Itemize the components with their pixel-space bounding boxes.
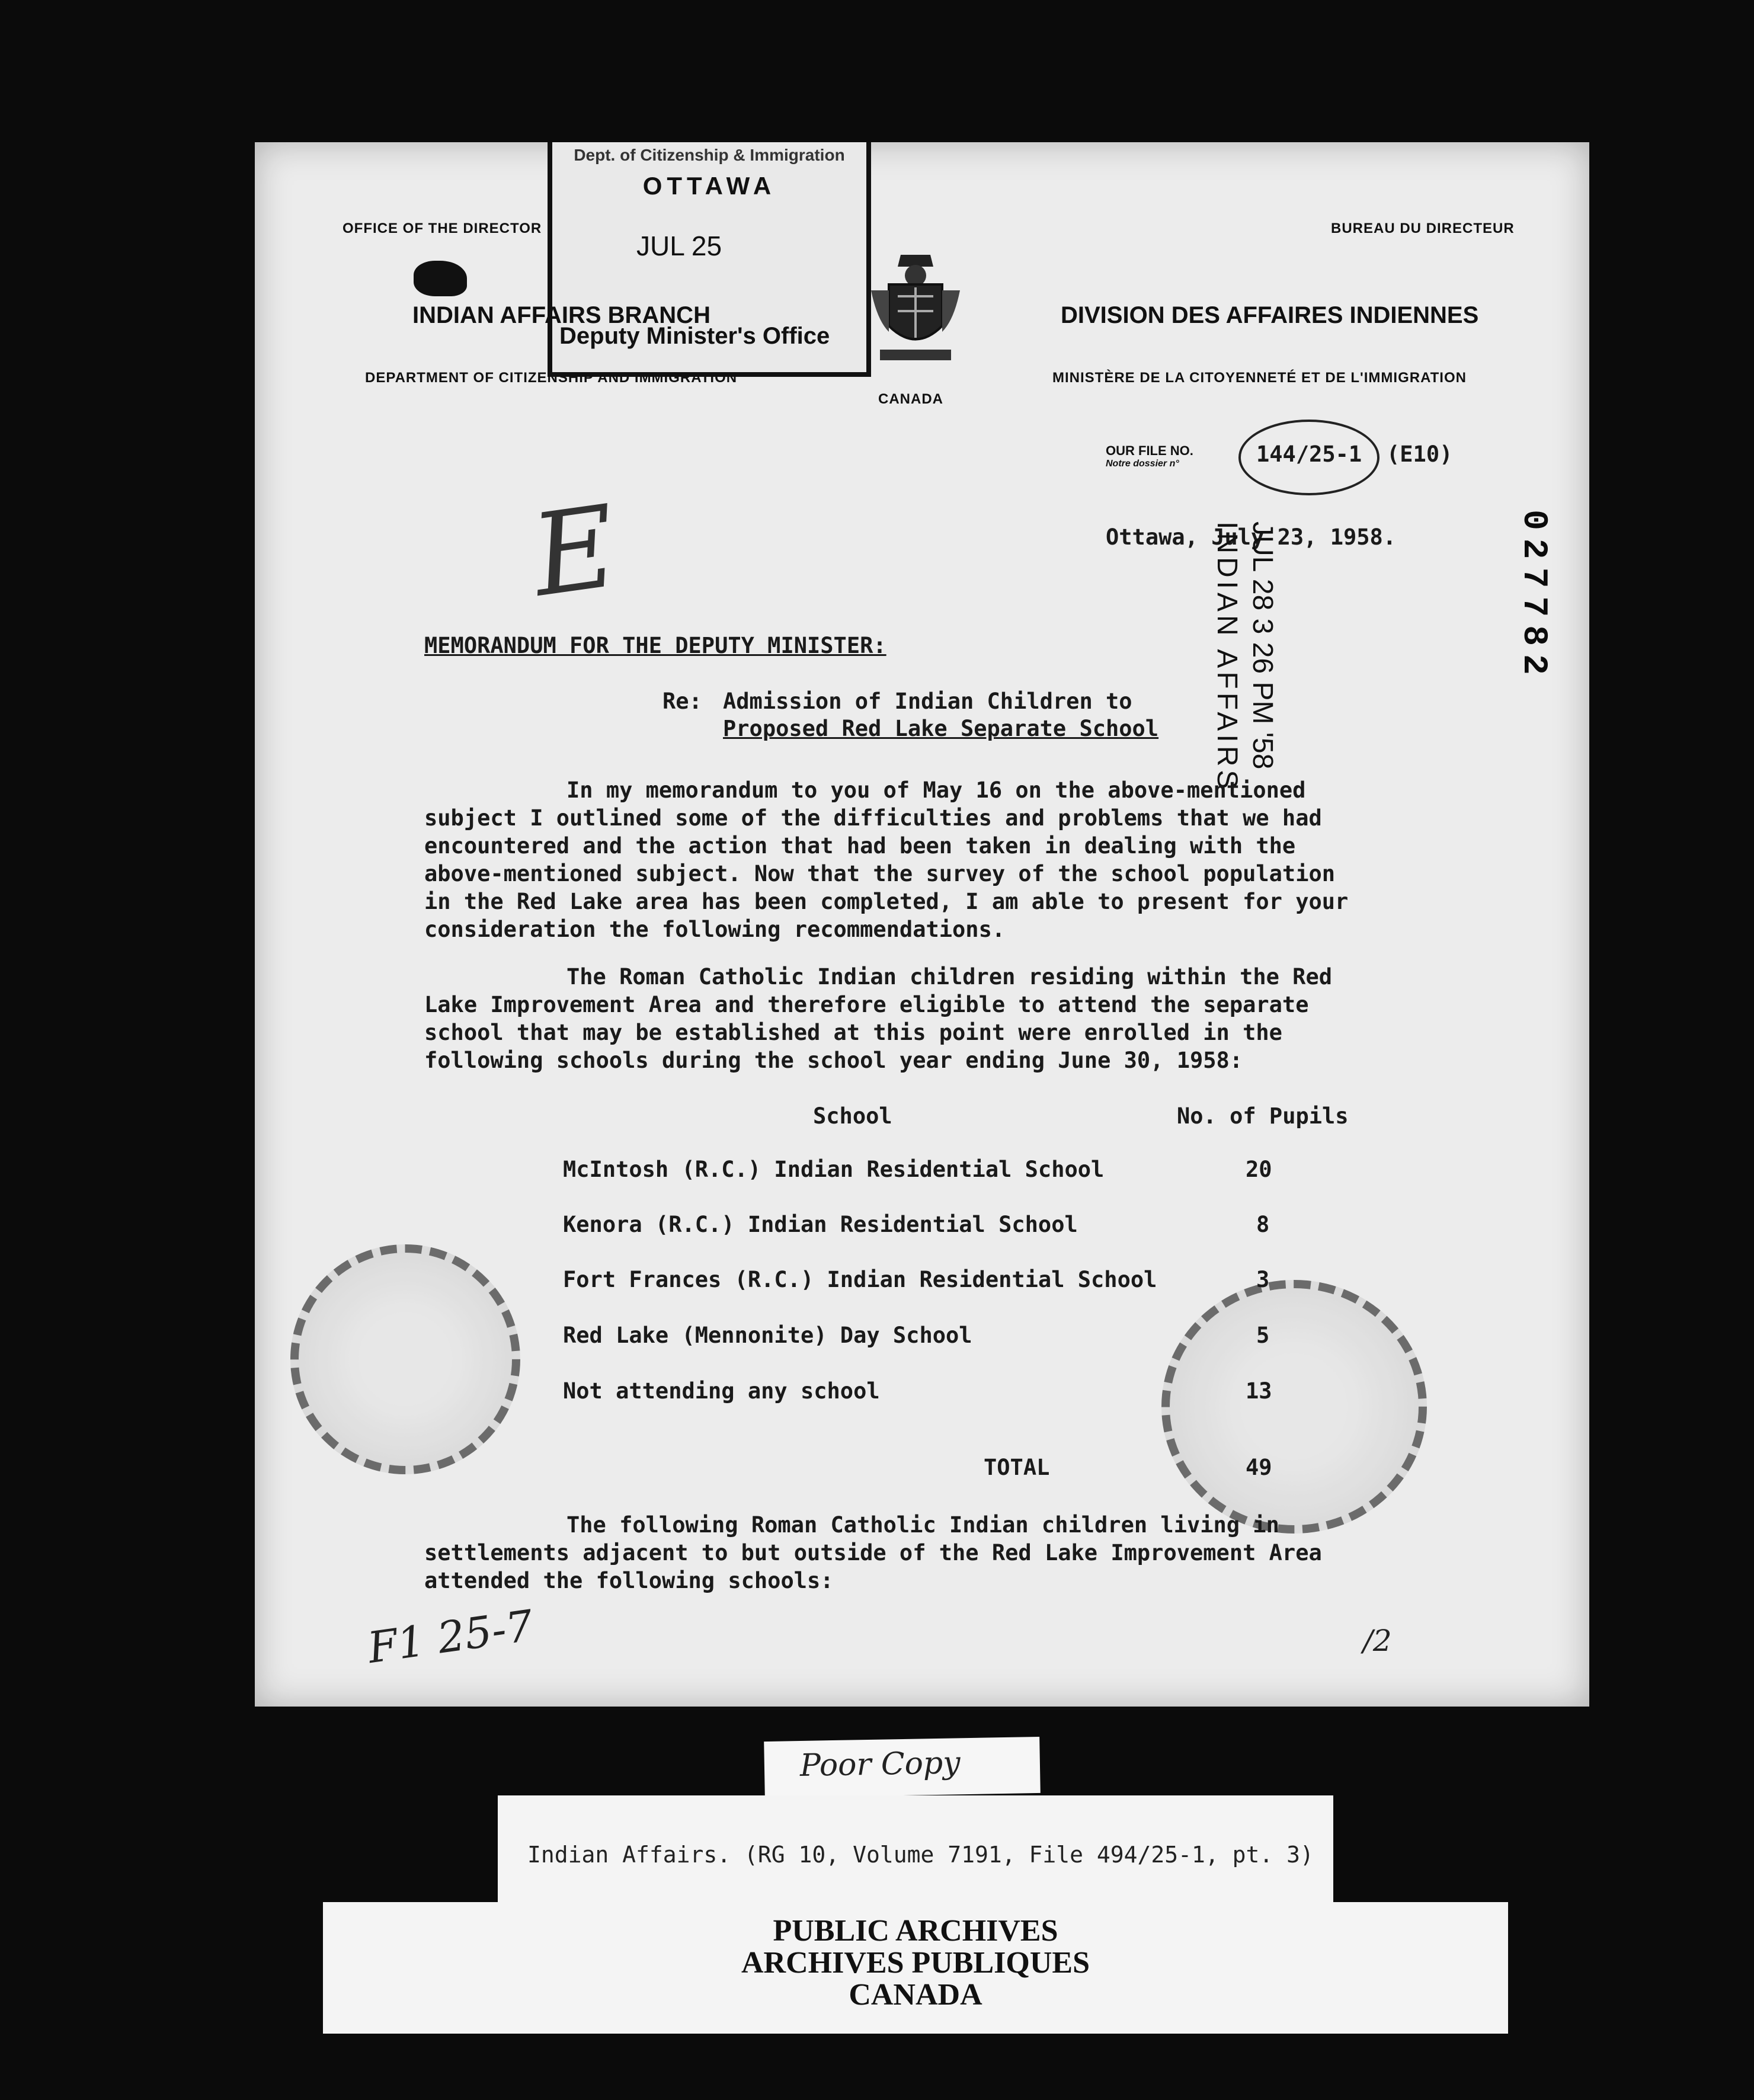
para1-line: subject I outlined some of the difficulties and problems that we had bbox=[424, 805, 1322, 831]
file-suffix: (E10) bbox=[1387, 441, 1453, 467]
para1-line: In my memorandum to you of May 16 on the above-mentioned bbox=[566, 777, 1306, 803]
table-row-school: Fort Frances (R.C.) Indian Residential School bbox=[563, 1267, 1157, 1292]
stamp-dept: Dept. of Citizenship & Immigration bbox=[574, 146, 845, 164]
para3-line: attended the following schools: bbox=[424, 1568, 834, 1593]
date-line: Ottawa, July 23, 1958. bbox=[1106, 524, 1397, 550]
right-dept: MINISTÈRE DE LA CITOYENNETÉ ET DE L'IMMIGRATION bbox=[1052, 370, 1467, 386]
paragraph-1 bbox=[424, 776, 1348, 943]
archive-name-fr: ARCHIVES PUBLIQUES bbox=[741, 1946, 1090, 1980]
received-stamp-dept: INDIAN AFFAIRS bbox=[1211, 521, 1243, 793]
table-row-pupils: 8 bbox=[1256, 1212, 1270, 1237]
left-dept: DEPARTMENT OF CITIZENSHIP AND IMMIGRATION bbox=[365, 370, 738, 386]
handwritten-e: E bbox=[524, 481, 625, 622]
table-row-pupils: 3 bbox=[1256, 1267, 1270, 1292]
archive-reference: Indian Affairs. (RG 10, Volume 7191, File 494/25-1, pt. 3) bbox=[527, 1842, 1314, 1868]
table-total-value: 49 bbox=[1246, 1455, 1272, 1480]
right-office: BUREAU DU DIRECTEUR bbox=[1331, 220, 1515, 236]
re-line2: Proposed Red Lake Separate School bbox=[723, 716, 1159, 741]
received-date-stamp bbox=[1209, 521, 1280, 792]
table-header-pupils: No. of Pupils bbox=[1177, 1103, 1349, 1129]
table-header-school: School bbox=[813, 1103, 892, 1129]
page-marker: /2 bbox=[1363, 1624, 1392, 1658]
poor-copy-note bbox=[764, 1737, 1041, 1798]
document-page bbox=[255, 142, 1589, 1707]
country: CANADA bbox=[878, 391, 943, 407]
para1-line: encountered and the action that had been taken in dealing with the bbox=[424, 833, 1296, 859]
para2-line: following schools during the school year ending June 30, 1958: bbox=[424, 1048, 1243, 1073]
table-row-school: Red Lake (Mennonite) Day School bbox=[563, 1323, 972, 1348]
para1-line: above-mentioned subject. Now that the survey of the school population bbox=[424, 861, 1336, 886]
file-label bbox=[1106, 444, 1193, 470]
table-row-school: Kenora (R.C.) Indian Residential School bbox=[563, 1212, 1078, 1237]
archive-name-country: CANADA bbox=[849, 1978, 982, 2012]
para2-line: school that may be established at this point were enrolled in the bbox=[424, 1020, 1282, 1045]
ink-blot bbox=[414, 261, 467, 296]
file-label-en: OUR FILE NO. bbox=[1106, 443, 1193, 458]
serial-number: 027782 bbox=[1514, 510, 1553, 683]
right-branch: DIVISION DES AFFAIRES INDIENNES bbox=[1061, 302, 1479, 328]
para1-line: in the Red Lake area has been completed, I am able to present for your bbox=[424, 889, 1349, 914]
table-row-school: McIntosh (R.C.) Indian Residential School bbox=[563, 1157, 1105, 1182]
archive-seal-right bbox=[1161, 1280, 1427, 1534]
para1-line: consideration the following recommendations. bbox=[424, 917, 1006, 942]
left-office: OFFICE OF THE DIRECTOR bbox=[343, 220, 542, 236]
paragraph-2 bbox=[424, 963, 1332, 1074]
table-row-pupils: 20 bbox=[1246, 1157, 1272, 1182]
received-stamp-date: JUL 28 3 26 PM '58 bbox=[1247, 521, 1278, 770]
handwritten-file-ref: F1 25-7 bbox=[364, 1600, 536, 1673]
para2-line: The Roman Catholic Indian children residing within the Red bbox=[566, 964, 1333, 990]
coat-of-arms-icon bbox=[865, 249, 966, 373]
re-label: Re: bbox=[662, 689, 702, 714]
stamp-city: OTTAWA bbox=[642, 172, 776, 200]
file-label-fr: Notre dossier n° bbox=[1106, 459, 1179, 469]
archive-name-strip bbox=[323, 1902, 1508, 2034]
poor-copy-text: Poor Copy bbox=[799, 1745, 961, 1784]
left-branch: INDIAN AFFAIRS BRANCH bbox=[412, 302, 710, 328]
memo-title: MEMORANDUM FOR THE DEPUTY MINISTER: bbox=[424, 633, 886, 658]
re-line1: Admission of Indian Children to bbox=[723, 689, 1132, 714]
archive-seal-left bbox=[290, 1244, 520, 1474]
stamp-office: Deputy Minister's Office bbox=[559, 323, 830, 349]
table-row-pupils: 13 bbox=[1246, 1378, 1272, 1404]
para3-line: settlements adjacent to but outside of the Red Lake Improvement Area bbox=[424, 1540, 1322, 1566]
para2-line: Lake Improvement Area and therefore eligible to attend the separate bbox=[424, 992, 1309, 1017]
table-total-label: TOTAL bbox=[984, 1455, 1050, 1480]
paragraph-3 bbox=[424, 1511, 1322, 1595]
archive-name-en: PUBLIC ARCHIVES bbox=[773, 1914, 1058, 1948]
table-row-pupils: 5 bbox=[1256, 1323, 1270, 1348]
stamp-date: JUL 25 bbox=[636, 231, 722, 261]
table-row-school: Not attending any school bbox=[563, 1378, 880, 1404]
file-number: 144/25-1 bbox=[1256, 441, 1362, 467]
para3-line: The following Roman Catholic Indian children living in bbox=[566, 1512, 1279, 1538]
received-stamp-box bbox=[548, 142, 871, 377]
archive-reference-strip bbox=[498, 1795, 1333, 1908]
